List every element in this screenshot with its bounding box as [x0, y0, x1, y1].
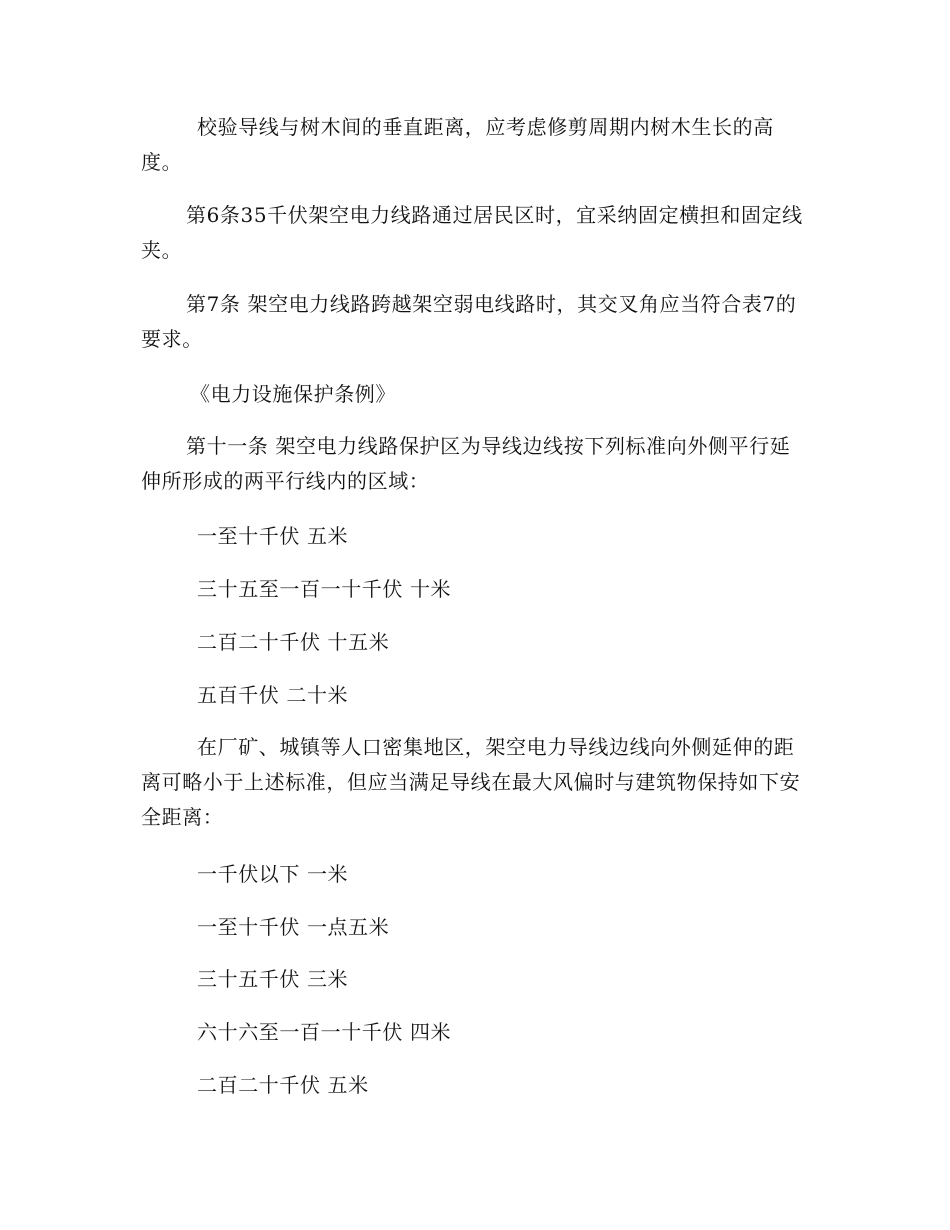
- list-item: 二百二十千伏 十五米: [197, 630, 390, 654]
- list-item: 三十五至一百一十千伏 十米: [197, 577, 452, 601]
- regulation-title: 《电力设施保护条例》: [190, 382, 396, 406]
- list-item: 一至十千伏 五米: [197, 524, 349, 548]
- list-item: 一至十千伏 一点五米: [197, 915, 390, 939]
- paragraph-article-11: 第十一条 架空电力线路保护区为导线边线按下列标准向外侧平行延伸所形成的两平行线内的区域：: [141, 434, 791, 493]
- list-item: 六十六至一百一十千伏 四米: [197, 1020, 452, 1044]
- list-item: 三十五千伏 三米: [197, 967, 349, 991]
- paragraph-article-6: 第6条35千伏架空电力线路通过居民区时，宜采纳固定横担和固定线夹。: [141, 203, 803, 262]
- list-item: 一千伏以下 一米: [197, 862, 349, 886]
- list-item: 二百二十千伏 五米: [197, 1073, 369, 1097]
- paragraph-tree-clearance: 校验导线与树木间的垂直距离，应考虑修剪周期内树木生长的高度。: [141, 115, 774, 174]
- list-item: 五百千伏 二十米: [197, 683, 349, 707]
- paragraph-dense-area: 在厂矿、城镇等人口密集地区，架空电力导线边线向外侧延伸的距离可略小于上述标准，但应当满足导线在最大风偏时与建筑物保持如下安全距离：: [141, 735, 801, 829]
- paragraph-article-7: 第7条 架空电力线路跨越架空弱电线路时，其交叉角应当符合表7的要求。: [141, 292, 797, 351]
